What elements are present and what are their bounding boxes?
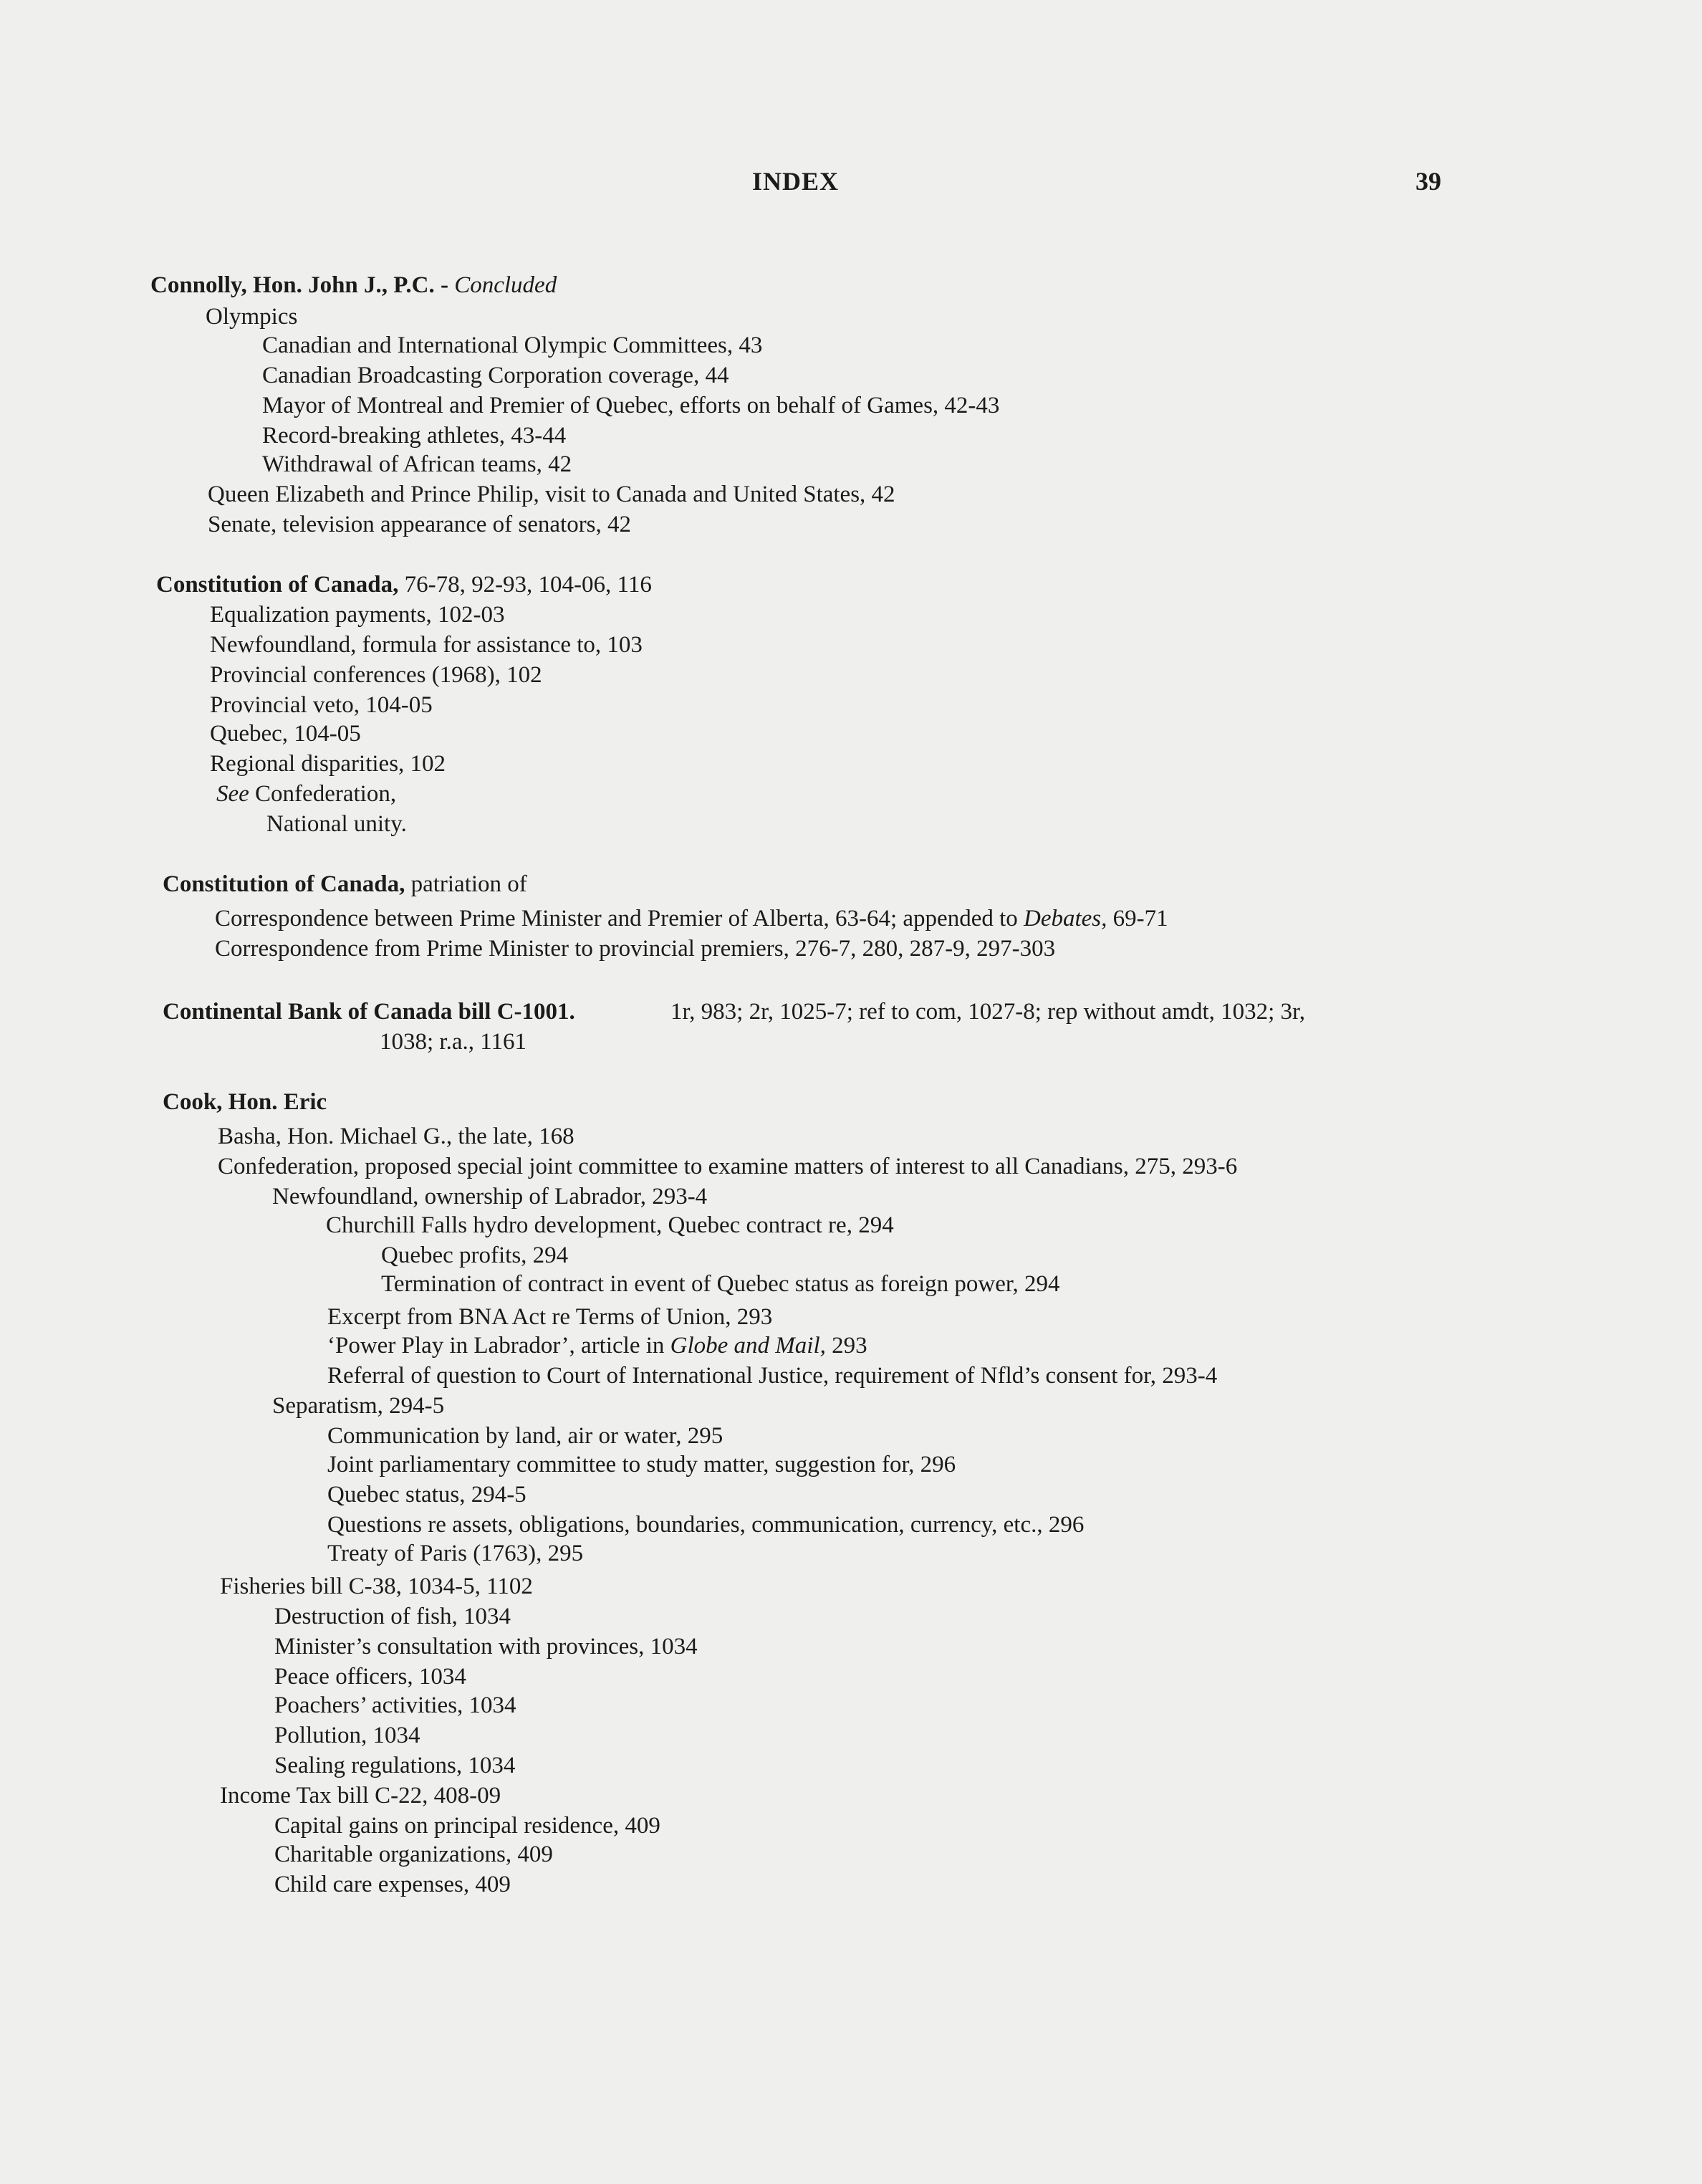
entry-heading-cook: Cook, Hon. Eric [163, 1089, 327, 1115]
subentry: Olympics [206, 304, 298, 330]
subentry: Canadian and International Olympic Committees, 43 [262, 332, 763, 358]
subentry: Peace officers, 1034 [274, 1664, 466, 1690]
cross-reference: National unity. [266, 811, 407, 837]
entry-heading-continental-bank: Continental Bank of Canada bill C-1001. [163, 999, 575, 1025]
subentry: Confederation, proposed special joint committee to examine matters of interest to all Canadians, 275, 293-6 [218, 1154, 1238, 1179]
subentry: Newfoundland, ownership of Labrador, 293-4 [272, 1184, 708, 1210]
page-number: 39 [1415, 167, 1441, 196]
entry-heading-constitution: Constitution of Canada, 76-78, 92-93, 104-06, 116 [156, 572, 652, 598]
bill-history: 1038; r.a., 1161 [380, 1029, 527, 1055]
subentry: Minister’s consultation with provinces, 1034 [274, 1634, 698, 1659]
subentry: Record-breaking athletes, 43-44 [262, 423, 567, 449]
subentry: Provincial veto, 104-05 [210, 692, 433, 718]
subentry: ‘Power Play in Labrador’, article in Globe and Mail, 293 [327, 1333, 867, 1359]
subentry: Questions re assets, obligations, boundaries, communication, currency, etc., 296 [327, 1512, 1085, 1538]
subentry: Mayor of Montreal and Premier of Quebec, efforts on behalf of Games, 42-43 [262, 393, 1000, 418]
subentry: Equalization payments, 102-03 [210, 602, 505, 628]
subentry: Correspondence between Prime Minister and Premier of Alberta, 63-64; appended to Debates, 69-71 [215, 906, 1168, 931]
subentry: Termination of contract in event of Quebec status as foreign power, 294 [381, 1271, 1060, 1297]
subentry: Excerpt from BNA Act re Terms of Union, 293 [327, 1304, 773, 1330]
bill-history: 1r, 983; 2r, 1025-7; ref to com, 1027-8; rep without amdt, 1032; 3r, [670, 999, 1305, 1025]
subentry: Withdrawal of African teams, 42 [262, 451, 572, 477]
subentry: Quebec, 104-05 [210, 721, 361, 747]
entry-heading-constitution-patriation: Constitution of Canada, patriation of [163, 871, 527, 897]
subentry: Queen Elizabeth and Prince Philip, visit to Canada and United States, 42 [208, 482, 895, 507]
subentry: Churchill Falls hydro development, Quebec contract re, 294 [326, 1212, 894, 1238]
subentry: Income Tax bill C-22, 408-09 [220, 1783, 501, 1809]
cross-reference: See Confederation, [216, 781, 397, 807]
subentry: Quebec profits, 294 [381, 1242, 569, 1268]
subentry: Communication by land, air or water, 295 [327, 1423, 723, 1449]
subentry: Referral of question to Court of International Justice, requirement of Nfld’s consent for, 293-4 [327, 1363, 1218, 1389]
subentry: Capital gains on principal residence, 409 [274, 1813, 660, 1839]
subentry: Newfoundland, formula for assistance to, 103 [210, 632, 643, 658]
subentry: Canadian Broadcasting Corporation coverage, 44 [262, 363, 729, 388]
subentry: Joint parliamentary committee to study matter, suggestion for, 296 [327, 1452, 956, 1477]
subentry: Fisheries bill C-38, 1034-5, 1102 [220, 1574, 533, 1599]
subentry: Poachers’ activities, 1034 [274, 1692, 516, 1718]
subentry: Senate, television appearance of senators, 42 [208, 512, 632, 537]
subentry: Basha, Hon. Michael G., the late, 168 [218, 1124, 574, 1149]
subentry: Provincial conferences (1968), 102 [210, 662, 542, 688]
subentry: Treaty of Paris (1763), 295 [327, 1541, 584, 1566]
entry-heading-connolly: Connolly, Hon. John J., P.C. - Concluded [150, 272, 557, 298]
subentry: Quebec status, 294-5 [327, 1482, 527, 1508]
subentry: Regional disparities, 102 [210, 751, 446, 777]
subentry: Correspondence from Prime Minister to provincial premiers, 276-7, 280, 287-9, 297-303 [215, 936, 1056, 962]
subentry: Destruction of fish, 1034 [274, 1604, 511, 1629]
subentry: Sealing regulations, 1034 [274, 1753, 516, 1778]
subentry: Separatism, 294-5 [272, 1393, 445, 1419]
page-title: INDEX [752, 167, 840, 196]
subentry: Charitable organizations, 409 [274, 1841, 553, 1867]
subentry: Child care expenses, 409 [274, 1872, 511, 1897]
subentry: Pollution, 1034 [274, 1723, 420, 1748]
